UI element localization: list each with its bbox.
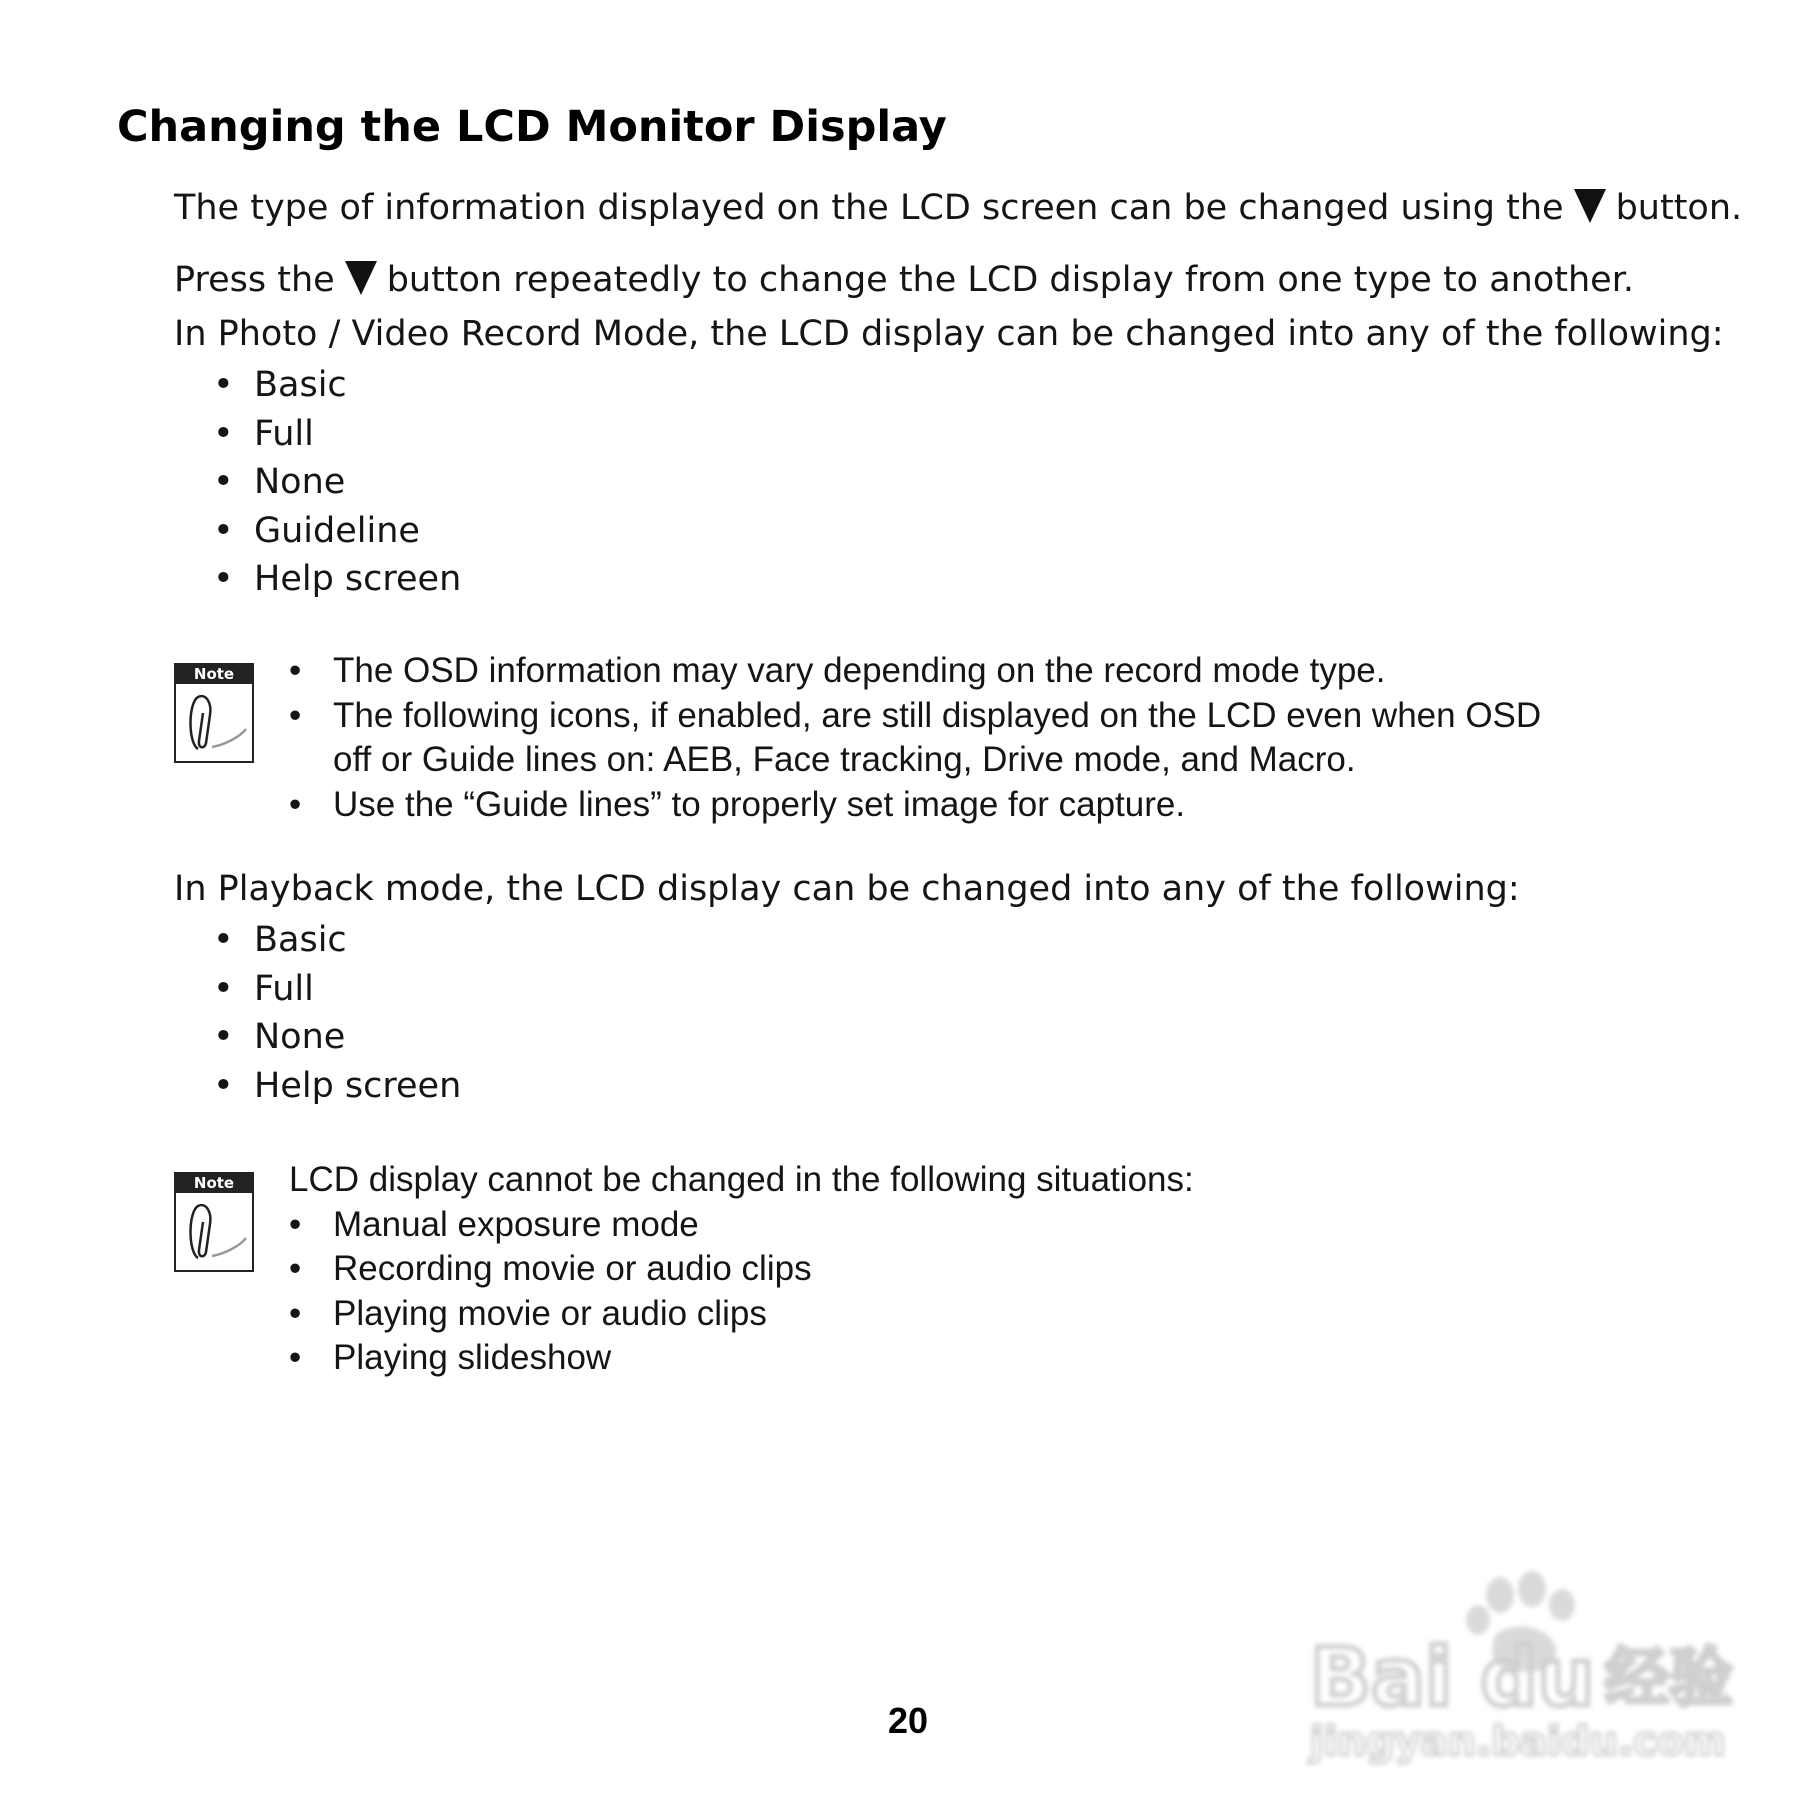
list-item bbox=[174, 361, 461, 410]
list-item-label: Help screen bbox=[254, 1065, 462, 1106]
playback-intro: In Playback mode, the LCD display can be changed into any of the following: bbox=[174, 869, 1520, 909]
list-item-label: Basic bbox=[254, 920, 347, 960]
note-1-item-text: The following icons, if enabled, are still displayed on the LCD even when OSD bbox=[333, 695, 1542, 735]
note-2-item-text: Playing slideshow bbox=[333, 1338, 612, 1377]
bullet: • bbox=[289, 1293, 302, 1333]
watermark-brand: Bai du bbox=[1310, 1631, 1595, 1724]
list-item bbox=[174, 916, 461, 965]
record-mode-intro: In Photo / Video Record Mode, the LCD display can be changed into any of the following: bbox=[174, 314, 1724, 354]
down-triangle-icon bbox=[345, 261, 377, 295]
bullet: • bbox=[289, 651, 302, 690]
bullet: • bbox=[213, 1065, 234, 1106]
intro-line-1 bbox=[174, 188, 1742, 228]
bullet: • bbox=[213, 920, 234, 960]
note-2-item bbox=[289, 1203, 1194, 1248]
bullet: • bbox=[289, 784, 302, 824]
intro-line-2-end: button repeatedly to change the LCD display from one type to another. bbox=[386, 260, 1635, 300]
watermark-cn: 经验 bbox=[1605, 1642, 1733, 1716]
bullet: • bbox=[213, 559, 234, 599]
note-1-item-continuation: off or Guide lines on: AEB, Face tracking, Drive mode, and Macro. bbox=[333, 740, 1356, 779]
list-item-label: Basic bbox=[254, 365, 347, 405]
note-2-item bbox=[289, 1336, 1194, 1381]
bullet: • bbox=[213, 510, 234, 551]
record-mode-list bbox=[174, 361, 461, 604]
list-item-label: None bbox=[254, 462, 346, 502]
page-number: 20 bbox=[887, 1700, 929, 1741]
watermark-url: jingyan.baidu.com bbox=[1310, 1719, 1726, 1765]
note-2-item-text: Recording movie or audio clips bbox=[333, 1249, 812, 1288]
list-item-label: None bbox=[254, 1017, 346, 1057]
list-item bbox=[174, 458, 461, 507]
note-2-item bbox=[289, 1247, 1194, 1292]
bullet: • bbox=[213, 462, 234, 502]
down-triangle-icon bbox=[1574, 189, 1606, 223]
bullet: • bbox=[213, 365, 234, 405]
playback-mode-list bbox=[174, 916, 461, 1110]
list-item-label: Help screen bbox=[254, 559, 462, 599]
bullet: • bbox=[289, 695, 302, 735]
list-item-label: Full bbox=[254, 968, 314, 1009]
paperclip-note-icon bbox=[174, 1172, 254, 1272]
list-item bbox=[174, 555, 461, 604]
bullet: • bbox=[213, 413, 234, 454]
list-item-label: Guideline bbox=[254, 510, 420, 551]
note-2-item bbox=[289, 1292, 1194, 1337]
bullet: • bbox=[289, 1338, 302, 1377]
page-title: Changing the LCD Monitor Display bbox=[117, 102, 947, 152]
list-item bbox=[174, 1062, 461, 1111]
bullet: • bbox=[213, 968, 234, 1009]
note-label: Note bbox=[193, 1174, 235, 1192]
intro-line-1-end: button. bbox=[1615, 188, 1743, 228]
list-item bbox=[174, 965, 461, 1014]
note-1-item-text: The OSD information may vary depending on the record mode type. bbox=[333, 651, 1386, 690]
paperclip-note-icon bbox=[174, 663, 254, 763]
note-2-heading-text: LCD display cannot be changed in the following situations: bbox=[289, 1160, 1194, 1199]
bullet: • bbox=[289, 1204, 302, 1244]
note-1-item-text: Use the “Guide lines” to properly set image for capture. bbox=[333, 784, 1186, 824]
intro-line-2-text: Press the bbox=[174, 260, 335, 300]
list-item bbox=[174, 507, 461, 556]
note-2-item-text: Manual exposure mode bbox=[333, 1204, 699, 1244]
bullet: • bbox=[213, 1017, 234, 1057]
list-item-label: Full bbox=[254, 413, 314, 454]
baidu-watermark-logo bbox=[1300, 1565, 1740, 1765]
note-2-text bbox=[289, 1158, 1194, 1381]
note-2-heading bbox=[289, 1158, 1194, 1203]
intro-line-2 bbox=[174, 260, 1634, 300]
intro-line-1-text: The type of information displayed on the LCD screen can be changed using the bbox=[174, 188, 1564, 228]
list-item bbox=[174, 410, 461, 459]
bullet: • bbox=[289, 1249, 302, 1288]
list-item bbox=[174, 1013, 461, 1062]
note-label: Note bbox=[193, 665, 235, 683]
note-2-item-text: Playing movie or audio clips bbox=[333, 1293, 767, 1333]
